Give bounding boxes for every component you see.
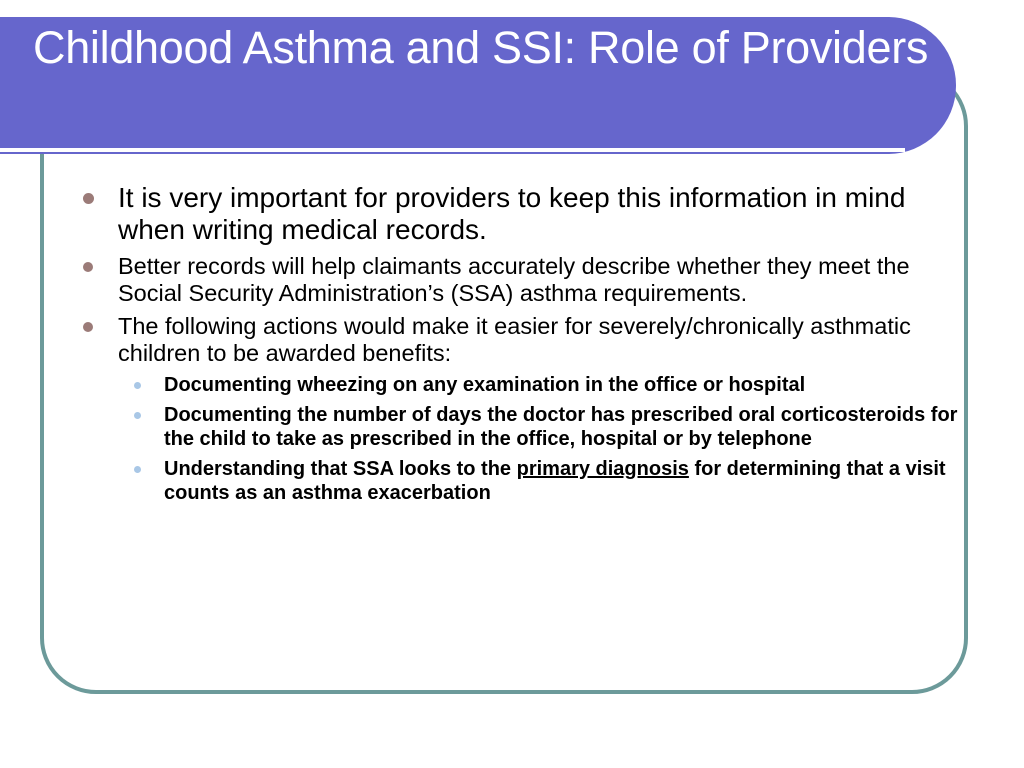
sub-bullet-text-after: for determining that a visit counts as an asthma exacerbation — [164, 458, 946, 504]
bullet-text: Better records will help claimants accurately describe whether they meet the Social Security Administration’s (SSA) asthma requirements. — [118, 253, 910, 306]
sub-bullet-list — [80, 373, 960, 505]
sub-bullet-item — [134, 457, 960, 505]
bullet-item — [80, 253, 960, 307]
slide-title: Childhood Asthma and SSI: Role of Providers — [33, 22, 929, 73]
sub-bullet-text-before: Understanding that SSA looks to the — [164, 458, 517, 480]
bullet-text: It is very important for providers to keep this information in mind when writing medical records. — [118, 182, 906, 245]
title-underline — [0, 148, 905, 152]
sub-bullet-item — [134, 403, 960, 451]
sub-bullet-item — [134, 373, 960, 397]
bullet-dot-icon — [83, 322, 93, 332]
slide-body — [80, 182, 960, 511]
bullet-item — [80, 182, 960, 246]
sub-bullet-text: Documenting wheezing on any examination in the office or hospital — [164, 374, 806, 396]
bullet-dot-icon — [83, 262, 93, 272]
bullet-dot-icon — [83, 193, 94, 204]
sub-bullet-dot-icon — [134, 382, 141, 389]
sub-bullet-text: Documenting the number of days the doctor has prescribed oral corticosteroids for the child to take as prescribed in the office, hospital or by telephone — [164, 404, 958, 450]
sub-bullet-dot-icon — [134, 412, 141, 419]
sub-bullet-dot-icon — [134, 466, 141, 473]
bullet-item — [80, 313, 960, 367]
bullet-text: The following actions would make it easier for severely/chronically asthmatic children to be awarded benefits: — [118, 313, 911, 366]
primary-diagnosis-underlined: primary diagnosis — [516, 458, 689, 480]
